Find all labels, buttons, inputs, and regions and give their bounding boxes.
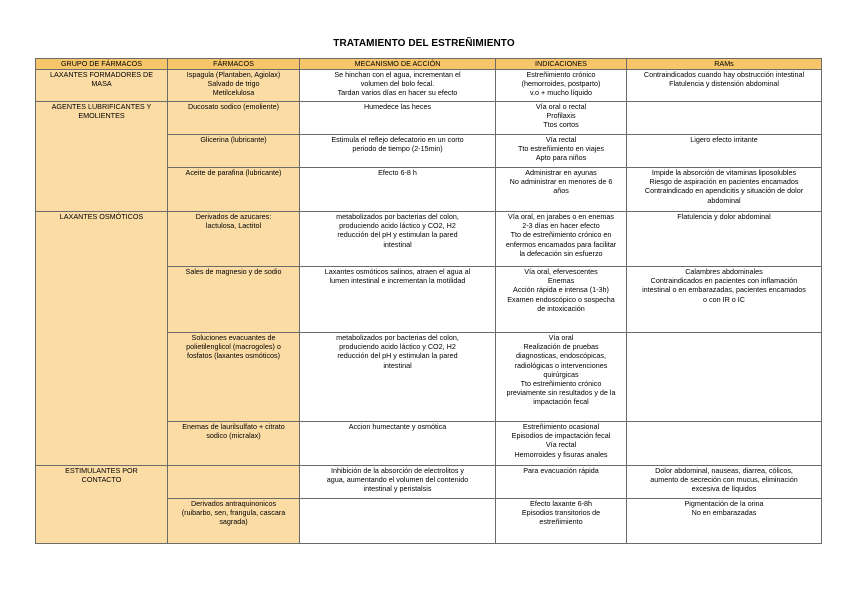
mechanism-cell — [300, 499, 496, 544]
indications-cell — [496, 499, 627, 544]
rams-line: abdominal — [707, 195, 741, 205]
indications-line: Examen endoscópico o sospecha — [507, 294, 615, 304]
header-row — [36, 59, 822, 70]
drug-line: Metilcelulosa — [212, 88, 255, 98]
group-cell — [36, 102, 168, 212]
mechanism-cell — [300, 466, 496, 499]
indications-line: quirúrgicas — [543, 369, 579, 379]
drug-line: lactulosa, Lactitol — [205, 221, 262, 231]
indications-cell — [496, 135, 627, 168]
indications-line: Vía oral o rectal — [535, 102, 587, 111]
indications-line: Vía oral — [548, 333, 574, 342]
group-line: LAXANTES OSMÓTICOS — [59, 212, 144, 221]
mechanism-line: reducción del pH y estimulan la pared — [337, 230, 458, 240]
indications-cell — [496, 168, 627, 212]
indications-line: Estreñimiento crónico — [526, 70, 596, 79]
mechanism-line: lumen intestinal e incrementan la motilidad — [329, 276, 466, 286]
header-indications: INDICACIONES — [496, 59, 627, 70]
mechanism-cell — [300, 267, 496, 333]
group-cell — [36, 466, 168, 544]
indications-cell — [496, 212, 627, 267]
mechanism-cell — [300, 135, 496, 168]
drug-line: Glicerina (lubricante) — [200, 135, 267, 144]
drug-line: Ducosato sodico (emoliente) — [187, 102, 280, 111]
indications-line: Tto de estreñimiento crónico en — [510, 230, 612, 240]
indications-line: Efecto laxante 6-8h — [530, 499, 592, 508]
rams-line: Pigmentación de la orina — [684, 499, 764, 508]
drug-cell — [168, 70, 300, 102]
indications-line: estreñimiento — [539, 517, 583, 527]
rams-line: intestinal o en embarazadas, pacientes encamados — [642, 285, 806, 295]
rams-line: o con IR o IC — [703, 294, 745, 304]
mechanism-cell — [300, 70, 496, 102]
indications-line: Episodios de impactación fecal — [511, 431, 611, 441]
indications-cell — [496, 333, 627, 422]
drug-line: polietilenglicol (macrogoles) o — [186, 342, 281, 352]
rams-line: No en embarazadas — [691, 508, 757, 518]
mechanism-line: Inhibición de la absorción de electrolitos y — [330, 466, 465, 475]
indications-line: impactación fecal — [533, 397, 589, 407]
drug-cell — [168, 422, 300, 466]
drug-line: Ispagula (Plantaben, Agiolax) — [186, 70, 281, 79]
indications-cell — [496, 466, 627, 499]
indications-cell — [496, 267, 627, 333]
indications-line: enfermos encamados para facilitar — [505, 239, 617, 249]
drug-cell — [168, 466, 300, 499]
mechanism-line: metabolizados por bacterias del colon, — [336, 212, 459, 221]
mechanism-line: Estimula el reflejo defecatorio en un corto — [331, 135, 464, 144]
drug-line: (ruibarbo, sen, frangula, cascara — [181, 508, 286, 518]
indications-cell — [496, 70, 627, 102]
mechanism-line: agua, aumentando el volumen del contenido — [326, 475, 469, 485]
rams-line: Contraindicados en pacientes con inflamación — [650, 276, 798, 286]
mechanism-line: Laxantes osmóticos salinos, atraen el agua al — [324, 267, 471, 276]
drug-line: Derivados de azucares: — [195, 212, 272, 221]
drug-cell — [168, 333, 300, 422]
drug-cell — [168, 102, 300, 135]
table-row — [36, 466, 822, 499]
rams-cell — [627, 212, 822, 267]
table-row — [36, 70, 822, 102]
indications-line: Hemorroides y fisuras anales — [514, 449, 608, 459]
drug-line: Enemas de laurilsulfato + citrato — [182, 422, 285, 431]
group-line: MASA — [91, 79, 112, 89]
indications-line: Administrar en ayunas — [525, 168, 597, 177]
indications-cell — [496, 102, 627, 135]
indications-line: de intoxicación — [537, 303, 585, 313]
rams-line: Contraindicados cuando hay obstrucción intestinal — [643, 70, 805, 79]
indications-line: Vía rectal — [545, 135, 577, 144]
indications-line: Tto estreñimiento crónico — [520, 379, 602, 389]
rams-cell — [627, 333, 822, 422]
indications-line: Tto estreñimiento en viajes — [518, 144, 604, 154]
indications-line: Episodios transitorios de — [521, 508, 601, 518]
rams-cell — [627, 422, 822, 466]
indications-line: Enemas — [547, 276, 575, 286]
drug-line: fosfatos (laxantes osmóticos) — [186, 351, 281, 361]
rams-line: Ligero efecto irritante — [690, 135, 758, 144]
mechanism-line: Accion humectante y osmótica — [348, 422, 447, 431]
mechanism-cell — [300, 333, 496, 422]
drug-line: Salvado de trigo — [207, 79, 260, 89]
mechanism-line: Tardan varios días en hacer su efecto — [337, 88, 458, 98]
indications-line: Profilaxis — [546, 111, 576, 121]
rams-line: Contraindicado en apendicitis y situación de dolor — [644, 186, 804, 196]
drug-line: Derivados antraquinonicos — [190, 499, 277, 508]
indications-line: (hemorroides, postparto) — [521, 79, 601, 89]
drug-cell — [168, 168, 300, 212]
table-row — [36, 102, 822, 135]
header-rams: RAMs — [627, 59, 822, 70]
rams-line: Dolor abdominal, nauseas, diarrea, cólicos, — [655, 466, 793, 475]
rams-line: Riesgo de aspiración en pacientes encamados — [649, 177, 799, 187]
group-cell — [36, 212, 168, 466]
rams-cell — [627, 102, 822, 135]
drug-cell — [168, 499, 300, 544]
drug-cell — [168, 135, 300, 168]
mechanism-line: intestinal — [383, 360, 412, 370]
drug-line: Sales de magnesio y de sodio — [185, 267, 282, 276]
drug-line: sagrada) — [219, 517, 248, 527]
rams-line: Flatulencia y distensión abdominal — [669, 79, 779, 89]
rams-cell — [627, 135, 822, 168]
group-line: ESTIMULANTES POR — [65, 466, 138, 475]
indications-line: Estreñimiento ocasional — [522, 422, 600, 431]
indications-line: Para evacuación rápida — [523, 466, 599, 475]
mechanism-line: Se hinchan con el agua, incrementan el — [334, 70, 461, 79]
indications-line: previamente sin resultados y de la — [506, 388, 616, 398]
indications-line: Ttos cortos — [543, 120, 579, 130]
group-line: CONTACTO — [81, 475, 122, 485]
indications-line: 2-3 días en hacer efecto — [522, 221, 600, 231]
rams-cell — [627, 466, 822, 499]
mechanism-cell — [300, 168, 496, 212]
mechanism-line: produciendo acido láctico y CO2, H2 — [339, 221, 456, 231]
header-mechanism: MECANISMO DE ACCIÓN — [300, 59, 496, 70]
header-drugs: FÁRMACOS — [168, 59, 300, 70]
mechanism-line: Humedece las heces — [363, 102, 432, 111]
group-line: EMOLIENTES — [78, 111, 125, 121]
page-title: TRATAMIENTO DEL ESTREÑIMIENTO — [333, 38, 515, 49]
group-line: AGENTES LUBRIFICANTES Y — [51, 102, 152, 111]
indications-line: Vía oral, en jarabes o en enemas — [508, 212, 614, 221]
group-cell — [36, 70, 168, 102]
drug-line: Soluciones evacuantes de — [191, 333, 276, 342]
rams-cell — [627, 70, 822, 102]
mechanism-cell — [300, 212, 496, 267]
treatment-table — [35, 58, 822, 544]
indications-line: No administrar en menores de 6 — [509, 177, 613, 187]
indications-cell — [496, 422, 627, 466]
rams-line: excesiva de líquidos — [691, 484, 757, 494]
group-line: LAXANTES FORMADORES DE — [49, 70, 154, 79]
drug-cell — [168, 212, 300, 267]
indications-line: Vía oral, efervescentes — [524, 267, 598, 276]
indications-line: la defecación sin esfuerzo — [519, 248, 603, 258]
rams-cell — [627, 168, 822, 212]
rams-line: aumento de secreción con mucus, eliminación — [650, 475, 798, 485]
rams-line: Impide la absorción de vitaminas liposolubles — [651, 168, 797, 177]
indications-line: Apto para niños — [535, 153, 587, 163]
mechanism-line: periodo de tiempo (2-15min) — [352, 144, 443, 154]
mechanism-line: reducción del pH y estimulan la pared — [337, 351, 458, 361]
rams-cell — [627, 267, 822, 333]
mechanism-line: intestinal y peristalsis — [363, 484, 432, 494]
mechanism-line: volumen del bolo fecal. — [360, 79, 435, 89]
indications-line: años — [553, 186, 569, 196]
mechanism-cell — [300, 102, 496, 135]
indications-line: diagnosticas, endoscópicas, — [516, 351, 606, 361]
mechanism-line: intestinal — [383, 239, 412, 249]
table-row — [36, 212, 822, 267]
mechanism-line: metabolizados por bacterias del colon, — [336, 333, 459, 342]
mechanism-line: Efecto 6-8 h — [378, 168, 417, 177]
indications-line: v.o + mucho líquido — [530, 88, 592, 98]
drug-line: sodico (micralax) — [206, 431, 261, 441]
header-group: GRUPO DE FÁRMACOS — [36, 59, 168, 70]
indications-line: Vía rectal — [545, 440, 577, 450]
mechanism-cell — [300, 422, 496, 466]
mechanism-line: produciendo acido láctico y CO2, H2 — [339, 342, 456, 352]
indications-line: radiológicas o intervenciones — [514, 360, 608, 370]
drug-line: Aceite de parafina (lubricante) — [185, 168, 282, 177]
rams-cell — [627, 499, 822, 544]
drug-cell — [168, 267, 300, 333]
rams-line: Calambres abdominales — [685, 267, 763, 276]
rams-line: Flatulencia y dolor abdominal — [677, 212, 771, 221]
indications-line: Acción rápida e intensa (1-3h) — [513, 285, 609, 295]
indications-line: Realización de pruebas — [523, 342, 599, 352]
